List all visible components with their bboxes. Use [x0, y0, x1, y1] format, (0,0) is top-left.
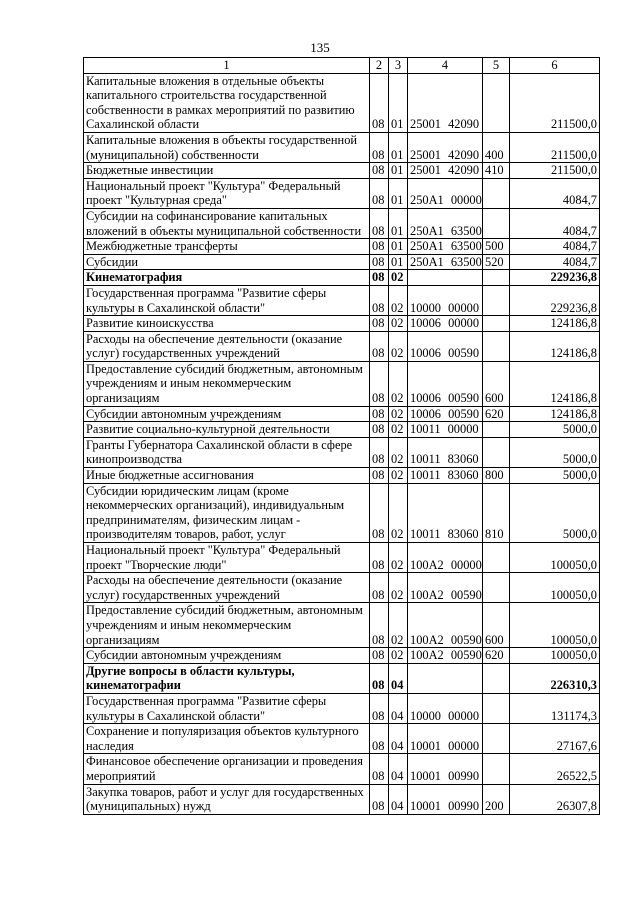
subsection-cell: 04	[389, 724, 408, 754]
target-code-cell: 10001 00990	[408, 754, 483, 784]
table-row	[84, 254, 600, 270]
expense-type-cell: 800	[483, 468, 510, 484]
expense-type-cell	[483, 331, 510, 361]
subsection-cell: 02	[389, 316, 408, 332]
expense-type-cell	[483, 663, 510, 693]
expense-type-cell: 410	[483, 163, 510, 179]
subsection-cell: 01	[389, 239, 408, 255]
expense-type-cell	[483, 754, 510, 784]
table-row	[84, 648, 600, 664]
page-number: 135	[310, 40, 330, 55]
subsection-cell: 04	[389, 754, 408, 784]
table-row	[84, 573, 600, 603]
amount-cell: 4084,7	[510, 178, 600, 208]
section-cell: 08	[370, 543, 389, 573]
target-code-cell: 250А1 63500	[408, 208, 483, 238]
target-code-cell: 10011 83060	[408, 483, 483, 542]
section-cell: 08	[370, 422, 389, 438]
subsection-cell: 02	[389, 543, 408, 573]
expense-name-cell: Гранты Губернатора Сахалинской области в сфере кинопроизводства	[84, 437, 370, 467]
table-row	[84, 603, 600, 648]
amount-cell: 229236,8	[510, 270, 600, 286]
section-cell: 08	[370, 437, 389, 467]
amount-cell: 26522,5	[510, 754, 600, 784]
target-code-cell: 10006 00590	[408, 406, 483, 422]
amount-cell: 4084,7	[510, 208, 600, 238]
subsection-cell: 02	[389, 361, 408, 406]
expense-type-cell: 600	[483, 603, 510, 648]
expense-type-cell: 200	[483, 784, 510, 814]
section-cell: 08	[370, 603, 389, 648]
section-cell: 08	[370, 754, 389, 784]
target-code-cell: 100А2 00590	[408, 603, 483, 648]
expense-type-cell: 400	[483, 132, 510, 162]
expense-name-cell: Государственная программа "Развитие сферы культуры в Сахалинской области"	[84, 693, 370, 723]
expense-type-cell	[483, 422, 510, 438]
amount-cell: 131174,3	[510, 693, 600, 723]
table-row	[84, 724, 600, 754]
section-cell: 08	[370, 254, 389, 270]
expense-type-cell	[483, 316, 510, 332]
expense-type-cell: 620	[483, 648, 510, 664]
expense-type-cell	[483, 285, 510, 315]
section-cell: 08	[370, 285, 389, 315]
header-row	[84, 58, 600, 74]
section-cell: 08	[370, 784, 389, 814]
amount-cell: 229236,8	[510, 285, 600, 315]
header-cell-2: 2	[370, 58, 389, 74]
subsection-cell: 02	[389, 483, 408, 542]
table-row	[84, 754, 600, 784]
expense-name-cell: Кинематография	[84, 270, 370, 286]
subsection-cell: 01	[389, 254, 408, 270]
table-row	[84, 163, 600, 179]
expense-name-cell: Иные бюджетные ассигнования	[84, 468, 370, 484]
target-code-cell: 10011 83060	[408, 468, 483, 484]
subsection-cell: 02	[389, 270, 408, 286]
table-row	[84, 361, 600, 406]
expense-type-cell	[483, 724, 510, 754]
subsection-cell: 04	[389, 784, 408, 814]
table-row	[84, 483, 600, 542]
subsection-cell: 02	[389, 422, 408, 438]
table-row	[84, 693, 600, 723]
section-cell: 08	[370, 316, 389, 332]
subsection-cell: 01	[389, 73, 408, 132]
target-code-cell: 10011 00000	[408, 422, 483, 438]
expense-name-cell: Межбюджетные трансферты	[84, 239, 370, 255]
target-code-cell: 10000 00000	[408, 285, 483, 315]
subsection-cell: 02	[389, 285, 408, 315]
subsection-cell: 01	[389, 178, 408, 208]
subsection-cell: 02	[389, 437, 408, 467]
amount-cell: 100050,0	[510, 648, 600, 664]
expense-type-cell: 600	[483, 361, 510, 406]
target-code-cell: 100А2 00000	[408, 543, 483, 573]
target-code-cell	[408, 663, 483, 693]
target-code-cell: 25001 42090	[408, 163, 483, 179]
expense-type-cell	[483, 693, 510, 723]
expense-name-cell: Другие вопросы в области культуры, кинематографии	[84, 663, 370, 693]
target-code-cell: 10006 00590	[408, 331, 483, 361]
amount-cell: 27167,6	[510, 724, 600, 754]
target-code-cell: 10006 00000	[408, 316, 483, 332]
amount-cell: 124186,8	[510, 406, 600, 422]
amount-cell: 26307,8	[510, 784, 600, 814]
section-cell: 08	[370, 270, 389, 286]
subsection-cell: 04	[389, 663, 408, 693]
expense-type-cell	[483, 178, 510, 208]
header-cell-1: 1	[84, 58, 370, 74]
section-cell: 08	[370, 331, 389, 361]
table-row-section	[84, 663, 600, 693]
target-code-cell: 25001 42090	[408, 132, 483, 162]
expense-name-cell: Субсидии автономным учреждениям	[84, 406, 370, 422]
section-cell: 08	[370, 239, 389, 255]
subsection-cell: 01	[389, 208, 408, 238]
table-row	[84, 208, 600, 238]
expense-type-cell	[483, 437, 510, 467]
section-cell: 08	[370, 163, 389, 179]
table-row-section	[84, 270, 600, 286]
table-row	[84, 543, 600, 573]
section-cell: 08	[370, 208, 389, 238]
target-code-cell: 10006 00590	[408, 361, 483, 406]
amount-cell: 226310,3	[510, 663, 600, 693]
section-cell: 08	[370, 573, 389, 603]
expense-name-cell: Расходы на обеспечение деятельности (оказание услуг) государственных учреждений	[84, 331, 370, 361]
target-code-cell	[408, 270, 483, 286]
table-row	[84, 316, 600, 332]
target-code-cell: 25001 42090	[408, 73, 483, 132]
expense-name-cell: Субсидии	[84, 254, 370, 270]
section-cell: 08	[370, 468, 389, 484]
expense-type-cell	[483, 208, 510, 238]
amount-cell: 124186,8	[510, 361, 600, 406]
amount-cell: 124186,8	[510, 331, 600, 361]
section-cell: 08	[370, 693, 389, 723]
table-row	[84, 285, 600, 315]
section-cell: 08	[370, 663, 389, 693]
expense-type-cell: 520	[483, 254, 510, 270]
table-row	[84, 132, 600, 162]
target-code-cell: 100А2 00590	[408, 648, 483, 664]
expense-type-cell	[483, 73, 510, 132]
subsection-cell: 02	[389, 573, 408, 603]
amount-cell: 5000,0	[510, 422, 600, 438]
target-code-cell: 100А2 00590	[408, 573, 483, 603]
subsection-cell: 02	[389, 603, 408, 648]
amount-cell: 5000,0	[510, 437, 600, 467]
target-code-cell: 10000 00000	[408, 693, 483, 723]
expense-name-cell: Сохранение и популяризация объектов культурного наследия	[84, 724, 370, 754]
table-row	[84, 784, 600, 814]
subsection-cell: 01	[389, 163, 408, 179]
amount-cell: 124186,8	[510, 316, 600, 332]
expense-name-cell: Расходы на обеспечение деятельности (оказание услуг) государственных учреждений	[84, 573, 370, 603]
table-row	[84, 73, 600, 132]
header-cell-3: 3	[389, 58, 408, 74]
subsection-cell: 04	[389, 693, 408, 723]
section-cell: 08	[370, 648, 389, 664]
section-cell: 08	[370, 73, 389, 132]
amount-cell: 211500,0	[510, 73, 600, 132]
expense-name-cell: Субсидии автономным учреждениям	[84, 648, 370, 664]
expense-type-cell	[483, 270, 510, 286]
table-row	[84, 178, 600, 208]
expense-name-cell: Капитальные вложения в объекты государственной (муниципальной) собственности	[84, 132, 370, 162]
target-code-cell: 250А1 00000	[408, 178, 483, 208]
expense-type-cell: 620	[483, 406, 510, 422]
expense-type-cell: 500	[483, 239, 510, 255]
expense-name-cell: Национальный проект "Культура" Федеральный проект "Культурная среда"	[84, 178, 370, 208]
expense-type-cell	[483, 543, 510, 573]
table-row	[84, 422, 600, 438]
section-cell: 08	[370, 361, 389, 406]
target-code-cell: 10011 83060	[408, 437, 483, 467]
table-row	[84, 437, 600, 467]
subsection-cell: 02	[389, 648, 408, 664]
amount-cell: 100050,0	[510, 573, 600, 603]
subsection-cell: 02	[389, 468, 408, 484]
amount-cell: 100050,0	[510, 603, 600, 648]
amount-cell: 5000,0	[510, 468, 600, 484]
table-row	[84, 239, 600, 255]
expense-name-cell: Закупка товаров, работ и услуг для государственных (муниципальных) нужд	[84, 784, 370, 814]
target-code-cell: 10001 00990	[408, 784, 483, 814]
section-cell: 08	[370, 178, 389, 208]
expense-name-cell: Субсидии юридическим лицам (кроме некоммерческих организаций), индивидуальным предпринимателям, физическим лицам - производителям товаров, работ, услуг	[84, 483, 370, 542]
header-cell-4: 4	[408, 58, 483, 74]
expense-name-cell: Развитие социально-культурной деятельности	[84, 422, 370, 438]
expense-name-cell: Финансовое обеспечение организации и проведения мероприятий	[84, 754, 370, 784]
target-code-cell: 250А1 63500	[408, 239, 483, 255]
expense-name-cell: Капитальные вложения в отдельные объекты капитального строительства государственной собственности в рамках мероприятий по развитию Сахалинской области	[84, 73, 370, 132]
expense-name-cell: Национальный проект "Культура" Федеральный проект "Творческие люди"	[84, 543, 370, 573]
section-cell: 08	[370, 132, 389, 162]
expense-type-cell	[483, 573, 510, 603]
section-cell: 08	[370, 406, 389, 422]
table-body	[84, 73, 600, 814]
section-cell: 08	[370, 724, 389, 754]
amount-cell: 5000,0	[510, 483, 600, 542]
table-row	[84, 406, 600, 422]
expense-name-cell: Бюджетные инвестиции	[84, 163, 370, 179]
target-code-cell: 250А1 63500	[408, 254, 483, 270]
expense-name-cell: Предоставление субсидий бюджетным, автономным учреждениям и иным некоммерческим организациям	[84, 361, 370, 406]
table-row	[84, 331, 600, 361]
amount-cell: 4084,7	[510, 254, 600, 270]
subsection-cell: 02	[389, 406, 408, 422]
budget-table	[83, 57, 600, 815]
expense-name-cell: Предоставление субсидий бюджетным, автономным учреждениям и иным некоммерческим организациям	[84, 603, 370, 648]
subsection-cell: 01	[389, 132, 408, 162]
expense-name-cell: Субсидии на софинансирование капитальных вложений в объекты муниципальной собственности	[84, 208, 370, 238]
amount-cell: 100050,0	[510, 543, 600, 573]
amount-cell: 211500,0	[510, 163, 600, 179]
subsection-cell: 02	[389, 331, 408, 361]
amount-cell: 4084,7	[510, 239, 600, 255]
header-cell-6: 6	[510, 58, 600, 74]
expense-type-cell: 810	[483, 483, 510, 542]
table-row	[84, 468, 600, 484]
section-cell: 08	[370, 483, 389, 542]
header-cell-5: 5	[483, 58, 510, 74]
expense-name-cell: Развитие киноискусства	[84, 316, 370, 332]
expense-name-cell: Государственная программа "Развитие сферы культуры в Сахалинской области"	[84, 285, 370, 315]
target-code-cell: 10001 00000	[408, 724, 483, 754]
amount-cell: 211500,0	[510, 132, 600, 162]
